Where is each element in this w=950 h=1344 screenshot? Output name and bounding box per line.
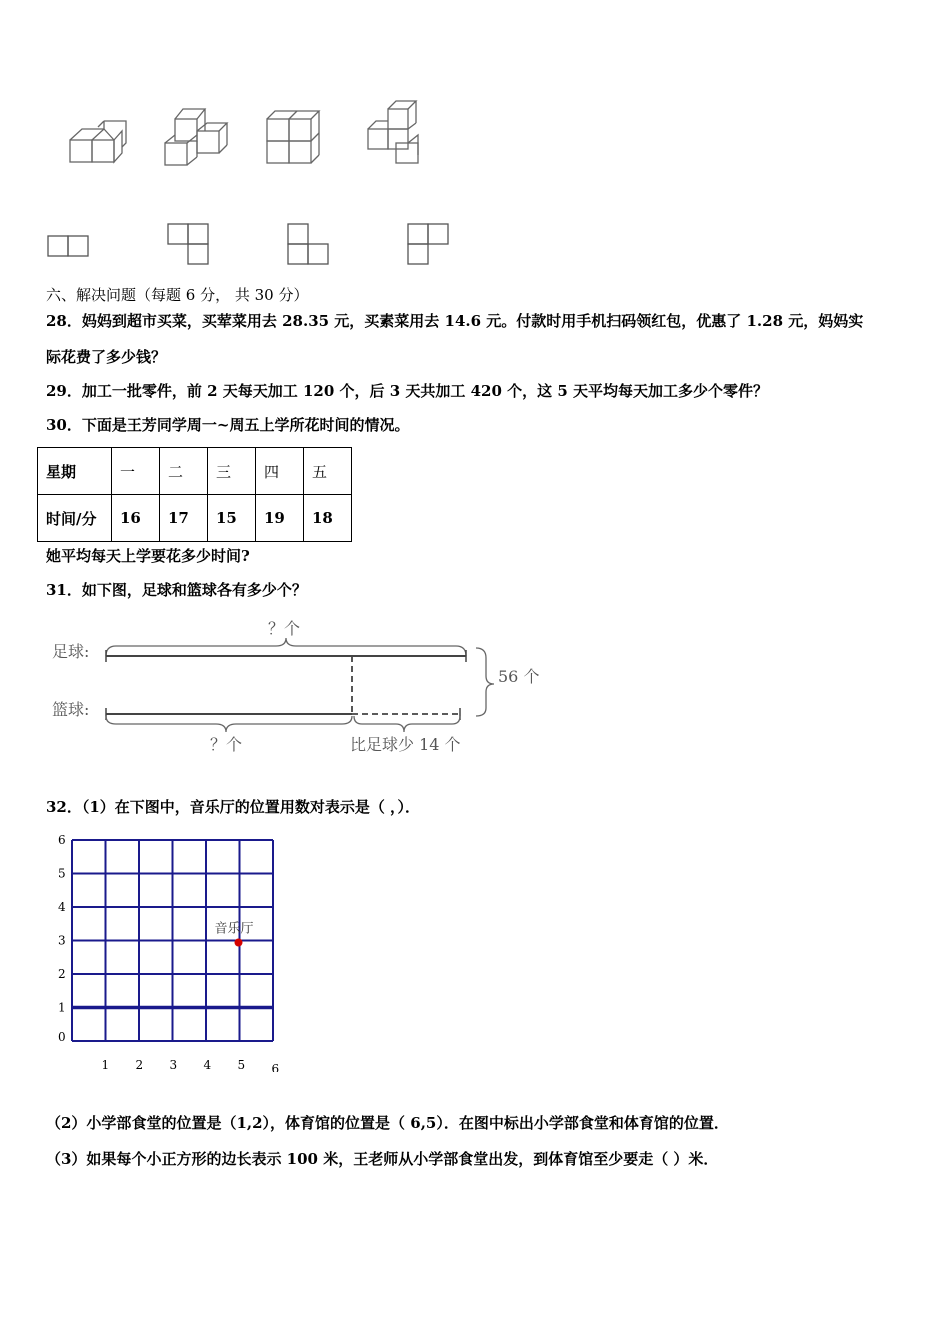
y-tick-label: 6	[58, 833, 66, 847]
cube-figures	[40, 95, 460, 175]
bar-diagram	[40, 612, 560, 762]
q28-line1: 28．妈妈到超市买菜，买荤菜用去 28.35 元，买素菜用去 14.6 元。付款时用手机扫码领红包，优惠了 1.28 元，妈妈实	[46, 312, 864, 330]
top-brace-label: ？个	[268, 619, 301, 638]
y-axis-ticks	[58, 833, 66, 1044]
table-row	[38, 448, 352, 495]
table-cell: 星期	[38, 448, 112, 495]
q28-line2: 际花费了多少钱？	[46, 348, 167, 366]
q32-part2: （2）小学部食堂的位置是（1,2），体育馆的位置是（ 6,5）．在图中标出小学部食堂和体育馆的位置．	[46, 1114, 729, 1132]
x-axis-ticks	[102, 1058, 280, 1072]
y-tick-label: 0	[58, 1030, 66, 1044]
cube-figure-c	[267, 111, 319, 163]
bottom-right-brace-label: 比足球少 14 个	[350, 735, 461, 754]
music-hall-label: 音乐厅	[214, 921, 254, 937]
q32-part1: 32．（1）在下图中，音乐厅的位置用数对表示是（ ，）．	[46, 798, 421, 816]
basketball-label: 篮球:	[52, 700, 90, 719]
x-tick-label: 5	[237, 1058, 246, 1072]
q30-text: 30．下面是王芳同学周一~周五上学所花时间的情况。	[46, 416, 410, 434]
table-cell: 17	[160, 495, 208, 542]
q29-text: 29．加工一批零件，前 2 天每天加工 120 个，后 3 天共加工 420 个，这 5 天平均每天加工多少个零件？	[46, 382, 769, 400]
section-heading: 六、解决问题（每题 6 分， 共 30 分）	[46, 286, 309, 304]
y-tick-label: 2	[58, 967, 66, 981]
q31-text: 31．如下图，足球和篮球各有多少个？	[46, 581, 307, 599]
right-brace	[476, 648, 494, 716]
view-figure-b	[168, 224, 208, 264]
y-tick-label: 5	[58, 866, 66, 881]
grid-lines	[72, 840, 273, 1041]
x-tick-label: 2	[135, 1058, 144, 1072]
table-cell: 时间/分	[38, 495, 112, 542]
x-tick-label: 4	[203, 1058, 212, 1072]
coordinate-grid	[40, 832, 290, 1072]
table-row	[38, 495, 352, 542]
view-figure-a	[48, 236, 88, 256]
table-cell: 二	[160, 448, 208, 495]
table-cell: 四	[256, 448, 304, 495]
x-tick-label: 3	[169, 1058, 178, 1072]
table-cell: 16	[112, 495, 160, 542]
bottom-right-brace	[354, 716, 460, 732]
top-brace	[106, 638, 466, 656]
q32-part3: （3）如果每个小正方形的边长表示 100 米，王老师从小学部食堂出发，到体育馆至少要走（ ）米．	[46, 1150, 719, 1168]
q30-question: 她平均每天上学要花多少时间?	[46, 547, 250, 565]
table-cell: 一	[112, 448, 160, 495]
view-figure-d	[408, 224, 448, 264]
y-tick-label: 3	[58, 933, 66, 948]
music-hall-point	[235, 939, 243, 947]
table-cell: 三	[208, 448, 256, 495]
y-tick-label: 4	[58, 900, 66, 914]
view-figure-c	[288, 224, 328, 264]
table-cell: 15	[208, 495, 256, 542]
cube-figure-a	[70, 121, 126, 162]
y-tick-label: 1	[58, 1000, 66, 1015]
cube-figure-b	[165, 109, 227, 165]
bottom-left-brace-label: ？个	[210, 735, 243, 754]
bottom-left-brace	[106, 716, 352, 732]
x-tick-label: 6	[271, 1062, 280, 1072]
soccer-label: 足球:	[52, 642, 90, 661]
table-cell: 18	[304, 495, 352, 542]
table-cell: 19	[256, 495, 304, 542]
table-cell: 五	[304, 448, 352, 495]
right-brace-label: 56 个	[498, 667, 540, 686]
x-tick-label: 1	[101, 1058, 110, 1072]
cube-figure-d	[368, 101, 418, 163]
view-figures	[40, 220, 470, 270]
schedule-table	[37, 447, 352, 542]
